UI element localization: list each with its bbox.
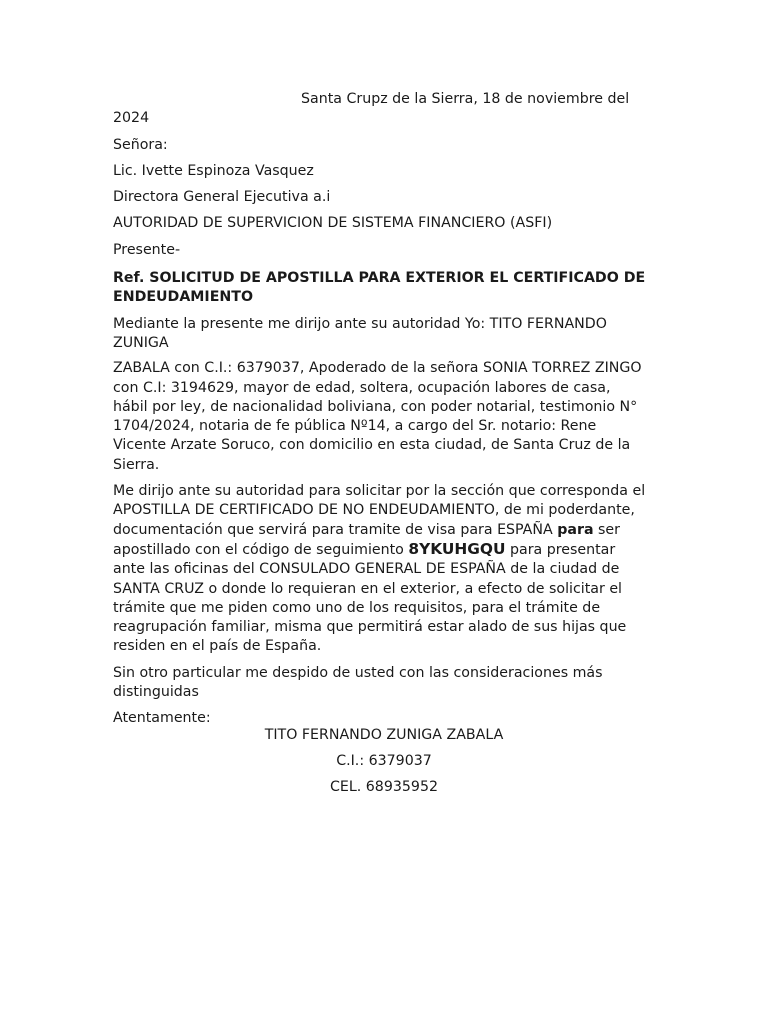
paragraph-request-text-2: ser apostillado con el código de seguimiento [113,521,620,558]
paragraph-request [113,482,648,657]
recipient-name: Lic. Ivette Espinoza Vasquez [113,162,314,179]
letter-date: Santa Crupz de la Sierra, 18 de noviembre del 2024 [113,91,630,127]
paragraph-intro: Mediante la presente me dirijo ante su autoridad Yo: TITO FERNANDO ZUNIGA [113,315,607,351]
paragraph-request-text-1: Me dirijo ante su autoridad para solicitar por la sección que corresponda el APOSTILLA DE CERTIFICADO DE NO ENDEUDAMIENTO, de mi poderdante, documentación que servirá para tramite de visa para ESPAÑA [113,483,646,538]
paragraph-identity: ZABALA con C.I.: 6379037, Apoderado de la señora SONIA TORREZ ZINGO con C.I: 3194629, mayor de edad, soltera, ocupación labores de casa, hábil por ley, de nacionalidad boliviana, con poder notarial, testimonio N° 1704/2024, notaria de fe pública Nº14, a cargo del Sr. notario: Rene Vicente Arzate Soruco, con domicilio en esta ciudad, de Santa Cruz de la Sierra. [113,360,642,473]
signer-name: TITO FERNANDO ZUNIGA ZABALA [264,727,504,743]
sign-off: Atentamente: [113,710,211,727]
closing-paragraph: Sin otro particular me despido de usted con las consideraciones más distinguidas [113,664,603,701]
recipient-organization: AUTORIDAD DE SUPERVICION DE SISTEMA FINANCIERO (ASFI) [113,215,553,232]
paragraph-request-bold: para [557,521,594,538]
tracking-code: 8YKUHGQU [408,539,506,558]
signer-phone: CEL. 68935952 [329,778,438,795]
reference-line: Ref. SOLICITUD DE APOSTILLA PARA EXTERIOR EL CERTIFICADO DE ENDEUDAMIENTO [113,270,646,306]
paragraph-request-text-3: para presentar ante las oficinas del CONSULADO GENERAL DE ESPAÑA de la ciudad de SANTA CRUZ o donde lo requieran en el exterior, a efecto de solicitar el trámite que me piden como uno de los requisitos, para el trámite de reagrupación familiar, misma que permitirá estar alado de sus hijas que residen en el país de España. [113,541,627,655]
signature-block [0,726,768,803]
signer-ci: C.I.: 6379037 [336,752,432,769]
presente-line: Presente- [113,241,181,258]
salutation: Señora: [113,136,168,153]
recipient-title: Directora General Ejecutiva a.i [113,189,331,206]
letter-body [113,90,648,736]
